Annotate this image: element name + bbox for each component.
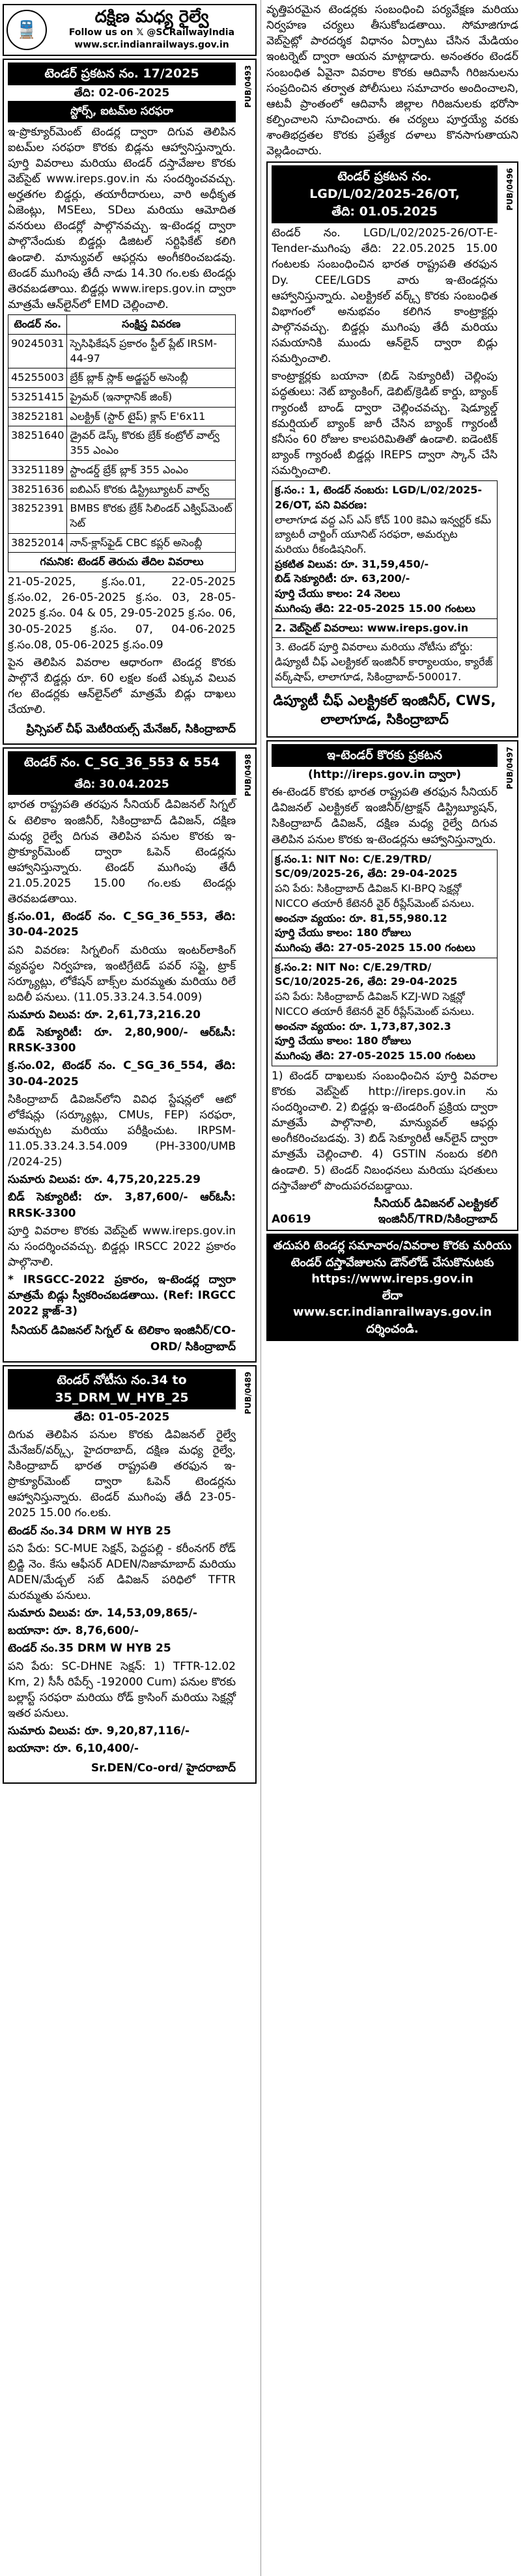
work-2-heading: క్ర.సం.02, టెండర్ నం. C_SG_36_554, తేది: 30-04-2025 <box>8 1059 236 1088</box>
tender-intro: ఈ-టెండర్ కొరకు భారత రాష్ట్రపతి తరఫున సీనియర్ డివిజనల్ ఎలక్ట్రికల్ ఇంజినీర్/ట్రాక్షన్ డిస్ట్రిబ్యూషన్, సికింద్రాబాద్ డివిజన్, దక్షిణ మధ్య రైల్వే దిగువ తెలిపిన పనుల కొరకు ఇ-టెండర్లను ఆహ్వానిస్తున్నారు. <box>272 786 498 846</box>
deposit-terms: కాంట్రాక్టర్లకు బయానా (బిడ్ సెక్యూరిటీ) చెల్లింపు పద్ధతులు: నెట్ బ్యాంకింగ్, డెబిట్/క్రెడిట్ కార్డు, బ్యాంక్ గ్యారంటీ బాండ్ ద్వారా చెల్లించవచ్చు. షెడ్యూల్డ్ కమర్షియల్ బ్యాంక్ జారీ చేసిన బ్యాంక్ గ్యారంటీ కనీసం 60 రోజుల కాలపరిమితితో ఉండాలి. ఐడెంటిక్ బ్యాంక్ గ్యారంటీ బిడ్డర్లు IREPS ద్వారా స్కాన్ చేసి సమర్పించాలి. <box>272 370 498 478</box>
tender-number: 45255003 <box>8 368 67 388</box>
table-row <box>8 460 236 480</box>
work-1-period: పూర్తి చేయు కాలం: 180 రోజులు <box>275 926 412 939</box>
portal-link[interactable]: (http://ireps.gov.in ద్వారా) <box>307 768 461 782</box>
masthead-website[interactable]: www.scr.indianrailways.gov.in <box>74 40 229 51</box>
tender-date: తేది: 01.05.2025 <box>331 204 438 219</box>
footer-line-2: దర్శించండి. <box>366 1322 419 1336</box>
tender-date: తేది: 01-05-2025 <box>74 1410 170 1424</box>
work-1-cost: సుమారు విలువ: రూ. 2,61,73,216.20 <box>8 1008 201 1022</box>
ireps-link[interactable]: https://www.ireps.gov.in <box>311 1272 473 1286</box>
tender-34-heading: టెండర్ నం.34 DRM W HYB 25 <box>8 1524 171 1538</box>
signature: డిప్యూటీ చీఫ్ ఎలక్ట్రికల్ ఇంజినీర్, CWS, లాలాగూడ, సికింద్రాబాద్ <box>273 692 496 728</box>
tender-date: తేది: 02-06-2025 <box>74 87 170 100</box>
table-row <box>8 533 236 553</box>
tender-body: ఇ-ప్రొక్యూర్‌మెంట్ టెండర్ల ద్వారా దిగువ తెలిపిన ఐటమ్‌ల సరఫరా కొరకు బిడ్లను ఆహ్వానిస్తున్నారు. పూర్తి వివరాలు మరియు టెండర్ దస్తావేజుల కొరకు వెబ్‌సైట్ www.ireps.gov.in ను సందర్శించవచ్చు. అర్హతగల బిడ్డర్లు, తయారీదారులు, వారి అధీకృత ఏజెంట్లు, MSEలు, SDలు మరియు ఆమోదిత వనరులు టెండర్లో పాల్గొనవచ్చు. ఇ-టెండర్ల ద్వారా పాల్గొనేందుకు బిడ్డర్లు డిజిటల్ సర్టిఫికేట్ కలిగి ఉండాలి. మాన్యువల్ ఆఫర్లను అంగీకరించబడవు. టెండర్ ముగింపు తేదీ నాడు 14.30 గం.లకు టెండర్లు తెరవబడతాయి. బిడ్డర్లు www.ireps.gov.in ద్వారా మాత్రమే ఆన్‌లైన్‌లో EMD చెల్లించాలి. <box>8 125 236 311</box>
tender-number: 53251415 <box>8 387 67 407</box>
work-2-heading: క్ర.సం.2: NIT No: C/E.29/TRD/ SC/10/2025-26, తేది: 29-04-2025 <box>275 960 458 988</box>
signature: సీనియర్ డివిజనల్ ఎలక్ట్రికల్ ఇంజినీర్/TRD/సికింద్రాబాద్ <box>374 1197 498 1226</box>
work-2-cost: అంచనా వ్యయం: రూ. 1,73,87,302.3 <box>275 1019 451 1032</box>
tender-number: 90245031 <box>8 334 67 368</box>
website-row[interactable]: 2. వెబ్‌సైట్ వివరాలు: www.ireps.gov.in <box>272 618 498 638</box>
item-description: స్పెసిఫికేషన్ ప్రకారం స్టీల్ ప్లేట్ IRSM-44-97 <box>67 334 236 368</box>
tender-34-cost: సుమారు విలువ: రూ. 14,53,09,865/- <box>8 1607 197 1620</box>
ad-code: A0619 <box>272 1212 311 1226</box>
table-row <box>272 638 498 687</box>
closing-dates-header: గమనిక: టెండర్ తెరుచు తేదిల వివరాలు <box>8 553 236 572</box>
pub-code: PUB/0498 <box>243 754 253 797</box>
follow-handle: Follow us on 𝕏 @SCRailwayIndia <box>68 27 235 38</box>
scr-link[interactable]: www.scr.indianrailways.gov.in <box>292 1305 492 1320</box>
work-1-heading: క్ర.సం.01, టెండర్ నం. C_SG_36_553, తేది: 30-04-2025 <box>8 910 236 939</box>
tender-title: టెండర్ నం. C_SG_36_553 & 554 <box>8 751 236 774</box>
tender-title: టెండర్ నోటీసు నం.34 to 35_DRM_W_HYB_25 <box>8 1369 236 1409</box>
work-1-description: పని పేరు: సికింద్రాబాద్ డివిజన్ KI-BPQ సెక్షన్లో NICCO తయారీ కేటెనరీ వైర్ రీప్లేస్‌మెంట్ పనులు. <box>275 882 475 909</box>
continued-article: వృత్తిపరమైన టెండర్లకు సంబంధించి పర్యవేక్షణ మరియు నిర్వహణ చర్యలు తీసుకోబడతాయి. సోమాజిగూడ వెబ్‌సైట్లో పారదర్శక విధానం ఏర్పాటు చేసిన మేడియం ఇంటర్నెట్ ద్వారా ఆయన మాట్లాడారు. అనంతరం టెండర్ సంబంధిత ఏవైనా వివరాల కొరకు ఆదివాసీ గిరిజనులను సంప్రదించిన తర్వాత పోలీసులు సమాచారం అందించాలని, ఆటవీ ప్రాంతంలో ఆదివాసీ జిల్లాల గిరిజనులకు భరోసా కల్పించాలని సూచించారు. ఈ చర్యలు పూర్తయ్యే వరకు శాంతిభద్రతల కొరకు ప్రత్యేక దళాలు కొనసాగుతాయని వెల్లడించారు. <box>266 3 518 158</box>
gcc-note: * IRSGCC-2022 ప్రకారం, ఇ-టెండర్ల ద్వారా మాత్రమే బిడ్లు స్వీకరించబడతాయి. (Ref: IRGCC 2022 క్లాజ్-3) <box>8 1273 236 1318</box>
item-description: బ్రేక్ బ్లాక్ స్లాక్ అడ్జస్టర్ అసెంబ్లీ <box>67 368 236 388</box>
closing-dates: 21-05-2025, క్ర.సం.01, 22-05-2025 క్ర.సం.02, 26-05-2025 క్ర.సం. 03, 28-05-2025 క్ర.సం. 04 & 05, 29-05-2025 క్ర.సం. 06, 30-05-2025 క్ర.సం. 07, 04-06-2025 క్ర.సం.08, 05-06-2025 క్ర.సం.09 <box>8 575 236 652</box>
pub-code: PUB/0489 <box>243 1371 253 1415</box>
trd-work-table <box>272 850 498 1066</box>
tender-notice-c-sg-36 <box>3 747 257 1362</box>
tender-heading: ఇ-టెండర్ కొరకు ప్రకటన <box>272 744 498 767</box>
footer-or: లేదా <box>382 1288 403 1303</box>
table-row <box>8 553 236 572</box>
pub-code: PUB/0497 <box>505 747 514 790</box>
footer-banner <box>266 1234 518 1341</box>
tender-number: 38252181 <box>8 407 67 426</box>
tender-notice-trd <box>266 740 518 1231</box>
work-1-cost: అంచనా వ్యయం: రూ. 81,55,980.12 <box>275 911 447 924</box>
table-row <box>8 387 236 407</box>
work-2-description: సికింద్రాబాద్ డివిజన్‌లోని వివిధ స్టేషన్లలో ఆటో లోకేషన్లు (సర్క్యూట్లు, CMUs, FEP) సరఫరా, అమర్చుట మరియు పరీక్షించుట. IRPSM-11.05.33.24.3.54.009 (PH-3300/UMB /2024-25) <box>8 1092 236 1169</box>
railway-logo-icon: 🚆 <box>7 10 47 50</box>
footer-line-1: తదుపరి టెండర్ల సమాచారం/వివరాల కొరకు మరియు టెండర్ దస్తావేజులను డౌన్‌లోడ్ చేసుకొనుటకు <box>273 1239 512 1269</box>
tender-number: 38252014 <box>8 533 67 553</box>
work-label: క్ర.సం.: 1, టెండర్ నంబరు: LGD/L/02/2025-26/OT, పని వివరణ: <box>275 484 483 511</box>
tender-number: 38252391 <box>8 499 67 533</box>
item-description: నాన్-క్లాస్‌ఫైడ్ CBC కప్లర్ అసెంబ్లీ <box>67 533 236 553</box>
tender-title <box>272 165 498 223</box>
stores-table <box>8 314 236 572</box>
table-row <box>8 499 236 533</box>
work-cost: ప్రకటిత విలువ: రూ. 31,59,450/- <box>275 557 429 570</box>
item-description: డ్రైవర్ డెస్క్ కొరకు బ్రేక్ కంట్రోల్ వాల్వ్ 355 ఎంఎం <box>67 426 236 460</box>
notice-board-row: 3. టెండర్ పూర్తి వివరాలు మరియు నోటీసు బోర్డు: డిప్యూటీ చీఫ్ ఎలక్ట్రికల్ ఇంజినీర్ కార్యాలయం, క్యారేజ్ వర్క్‌షాప్, లాలాగూడ, సికింద్రాబాద్-500017. <box>272 638 498 687</box>
tender-notice-34-35 <box>3 1365 257 1784</box>
table-header-row <box>8 315 236 335</box>
table-row <box>272 850 498 958</box>
tender-date: తేది: 30.04.2025 <box>8 774 236 795</box>
work-1-closing: ముగింపు తేది: 27-05-2025 15.00 గంటలు <box>275 941 475 954</box>
tender-note: పైన తెలిపిన వివరాల ఆధారంగా టెండర్ల కొరకు పాల్గొనే బిడ్డర్లు రూ. 60 లక్షల కంటే ఎక్కువ విలువ గల టెండర్లకు ఆన్‌లైన్‌లో మాత్రమే బిడ్లు దాఖలు చేయాలి. <box>8 656 236 717</box>
tender-35-heading: టెండర్ నం.35 DRM W HYB 25 <box>8 1642 171 1655</box>
tender-intro: భారత రాష్ట్రపతి తరఫున సీనియర్ డివిజనల్ సిగ్నల్ & టెలికాం ఇంజినీర్, సికింద్రాబాద్ డివిజన్, దక్షిణ మధ్య రైల్వే దిగువ తెలిపిన పనుల కొరకు ఇ-ప్రొక్యూర్‌మెంట్ ద్వారా ఓపెన్ టెండర్లను ఆహ్వానిస్తున్నారు. టెండర్ ముగింపు తేదీ 21.05.2025 15.00 గం.లకు టెండర్లు తెరవబడతాయి. <box>8 798 236 906</box>
tender-35-description: పని పేరు: SC-DHNE సెక్షన్: 1) TFTR-12.02 Km, 2) సీసీ రిపేర్స్ -192000 Cum) పనుల కొరకు బల్లాస్ట్ సరఫరా మరియు రోడ్ క్రాసింగ్ మరియు సెక్షన్లో ఇతర పనులు. <box>8 1659 236 1720</box>
work-closing: ముగింపు తేది: 22-05-2025 15.00 గంటలు <box>275 602 475 615</box>
tender-35-emd: బయానా: రూ. 6,10,400/- <box>8 1742 139 1756</box>
tender-34-emd: బయానా: రూ. 8,76,600/- <box>8 1624 139 1638</box>
work-1-heading: క్ర.సం.1: NIT No: C/E.29/TRD/ SC/09/2025-26, తేది: 29-04-2025 <box>275 852 458 880</box>
pub-code: PUB/0493 <box>243 65 253 108</box>
tender-title-line-2: LGD/L/02/2025-26/OT, <box>309 187 460 202</box>
left-column <box>0 0 260 2576</box>
work-description: లాలాగూడ వద్ద ఎస్ ఎస్ కోచ్ 100 కెవిఎ ఇన్వర్టర్ కమ్ బ్యాటరీ చార్జింగ్ యూనిట్ సరఫరా, అమర్చుట మరియు రీకండిషనింగ్. <box>275 513 492 556</box>
work-2-closing: ముగింపు తేది: 27-05-2025 15.00 గంటలు <box>275 1049 475 1062</box>
work-2-emd: బిడ్ సెక్యూరిటీ: రూ. 3,87,600/- ఆర్‌ఓసీ: RRSK-3300 <box>8 1191 236 1220</box>
work-2-period: పూర్తి చేయు కాలం: 180 రోజులు <box>275 1034 412 1047</box>
work-period: పూర్తి చేయు కాలం: 24 నెలలు <box>275 587 401 600</box>
signature: సీనియర్ డివిజనల్ సిగ్నల్ & టెలికాం ఇంజినీర్/CO-ORD/ సికింద్రాబాద్ <box>11 1324 236 1353</box>
work-2-description: పని పేరు: సికింద్రాబాద్ డివిజన్ KZJ-WD సెక్షన్లో NICCO తయారీ కేటెనరీ వైర్ రీప్లేస్‌మెంట్ పనులు. <box>275 990 475 1018</box>
work-1-description: పని వివరణ: సిగ్నలింగ్ మరియు ఇంటర్‌లాకింగ్ వ్యవస్థల నిర్వహణ, ఇంటిగ్రేటెడ్ పవర్ సప్లై, ట్రాక్ సర్క్యూట్లు, లోకేషన్ బాక్స్‌ల మరమ్మతు మరియు రిలే బదిలీ పనులు. (11.05.33.24.3.54.009) <box>8 943 236 1004</box>
work-2-cost: సుమారు విలువ: రూ. 4,75,20,225.29 <box>8 1173 201 1187</box>
masthead <box>3 4 257 56</box>
signature: ప్రిన్సిపల్ చీఫ్ మెటీరియల్స్ మేనేజర్, సికింద్రాబాద్ <box>26 723 236 736</box>
item-description: ప్రైమర్ (ఇనార్గానిక్ జింక్) <box>67 387 236 407</box>
lgd-work-table <box>272 480 498 687</box>
table-row <box>272 481 498 618</box>
tender-34-description: పని పేరు: SC-MUE సెక్షన్, పెద్దపల్లి - కరీంనగర్ రోడ్ బ్రిడ్జి నెం. కేసు ఆఫీసర్ ADEN/నిజామాబాద్ మరియు ADEN/మేడ్చల్ సబ్ డివిజన్ పరిధిలో TFTR మరమ్మతు పనులు. <box>8 1542 236 1603</box>
item-description: స్టాండర్డ్ బ్రేక్ బ్లాక్ 355 ఎంఎం <box>67 460 236 480</box>
work-emd: బిడ్ సెక్యూరిటీ: రూ. 63,200/- <box>275 572 410 585</box>
table-row <box>8 334 236 368</box>
tender-35-cost: సుమారు విలువ: రూ. 9,20,87,116/- <box>8 1724 190 1738</box>
tender-title-line-1: టెండర్ ప్రకటన నం. <box>337 169 432 184</box>
item-description: ఎలక్ట్రిక్ (స్టార్ టైప్) క్లాస్ E'6x11 <box>67 407 236 426</box>
item-description: ఐబిఎస్ కొరకు డిస్ట్రిబ్యూటర్ వాల్వ్ <box>67 480 236 499</box>
right-column <box>260 0 521 2576</box>
table-row <box>8 368 236 388</box>
tender-title: టెండర్ ప్రకటన నం. 17/2025 <box>8 62 236 85</box>
pub-code: PUB/0496 <box>505 168 514 211</box>
col-header: సంక్షిప్త వివరణ <box>67 315 236 335</box>
tender-number: 38251640 <box>8 426 67 460</box>
table-row <box>272 618 498 638</box>
tender-intro: టెండర్ నం. LGD/L/02/2025-26/OT-E-Tender-ముగింపు తేది: 22.05.2025 15.00 గంటలకు సంబంధించిన భారత రాష్ట్రపతి తరఫున Dy. CEE/LGDS వారు ఇ-టెండర్లను ఆహ్వానిస్తున్నారు. ఎలక్ట్రికల్ వర్క్స్ కొరకు సంబంధిత విభాగంలో అనుభవం కలిగిన కాంట్రాక్టర్లు పాల్గొనవచ్చు. బిడ్డర్లు ముగింపు తేదీ మరియు సమయానికి ముందు ఆన్‌లైన్ ద్వారా బిడ్లు సమర్పించాలి. <box>272 227 498 366</box>
tender-notice-17 <box>3 59 257 745</box>
tender-notes: 1) టెండర్ దాఖలుకు సంబంధించిన పూర్తి వివరాల కొరకు వెబ్‌సైట్ http://ireps.gov.in ను సందర్శించాలి. 2) బిడ్డర్లు ఇ-టెండరింగ్ ప్రక్రియ ద్వారా మాత్రమే పాల్గొనాలి, మాన్యువల్ ఆఫర్లు అంగీకరించబడవు. 3) బిడ్ సెక్యూరిటీ ఆన్‌లైన్ ద్వారా మాత్రమే చెల్లించాలి. 4) GSTIN నంబరు కలిగి ఉండాలి. 5) టెండర్ నిబంధనలు మరియు షరతులు దస్తావేజులో పొందుపరచబడ్డాయి. <box>272 1069 498 1193</box>
item-description: BMBS కొరకు బ్రేక్ సిలిండర్ ఎక్విప్‌మెంట్ సెట్ <box>67 499 236 533</box>
table-row <box>8 480 236 499</box>
org-name: దక్షిణ మధ్య రైల్వే <box>94 7 209 27</box>
tender-notice-lgd <box>266 161 518 738</box>
table-row <box>272 958 498 1066</box>
table-row <box>8 426 236 460</box>
signature: Sr.DEN/Co-ord/ హైదరాబాద్ <box>91 1762 236 1775</box>
website-line: పూర్తి వివరాల కొరకు వెబ్‌సైట్ www.ireps.gov.in ను సందర్శించవచ్చు. బిడ్డర్లు IRSCC 2022 ప్రకారం పాల్గొనాలి. <box>8 1224 236 1269</box>
tender-number: 38251636 <box>8 480 67 499</box>
col-header: టెండర్ నం. <box>8 315 67 335</box>
table-row <box>8 407 236 426</box>
tender-intro: దిగువ తెలిపిన పనుల కొరకు డివిజనల్ రైల్వే మేనేజర్/వర్క్స్, హైదరాబాద్, దక్షిణ మధ్య రైల్వే, సికింద్రాబాద్ భారత రాష్ట్రపతి తరఫున ఇ-ప్రొక్యూర్‌మెంట్ ద్వారా ఓపెన్ టెండర్లను ఆహ్వానిస్తున్నారు. టెండర్ ముగింపు తేదీ 23-05-2025 15.00 గం.లకు. <box>8 1428 236 1520</box>
tender-number: 33251189 <box>8 460 67 480</box>
tender-subject: స్టోర్స్, ఐటమ్‌ల సరఫరా <box>8 101 236 122</box>
work-1-emd: బిడ్ సెక్యూరిటీ: రూ. 2,80,900/- ఆర్‌ఓసీ: RRSK-3300 <box>8 1026 236 1055</box>
